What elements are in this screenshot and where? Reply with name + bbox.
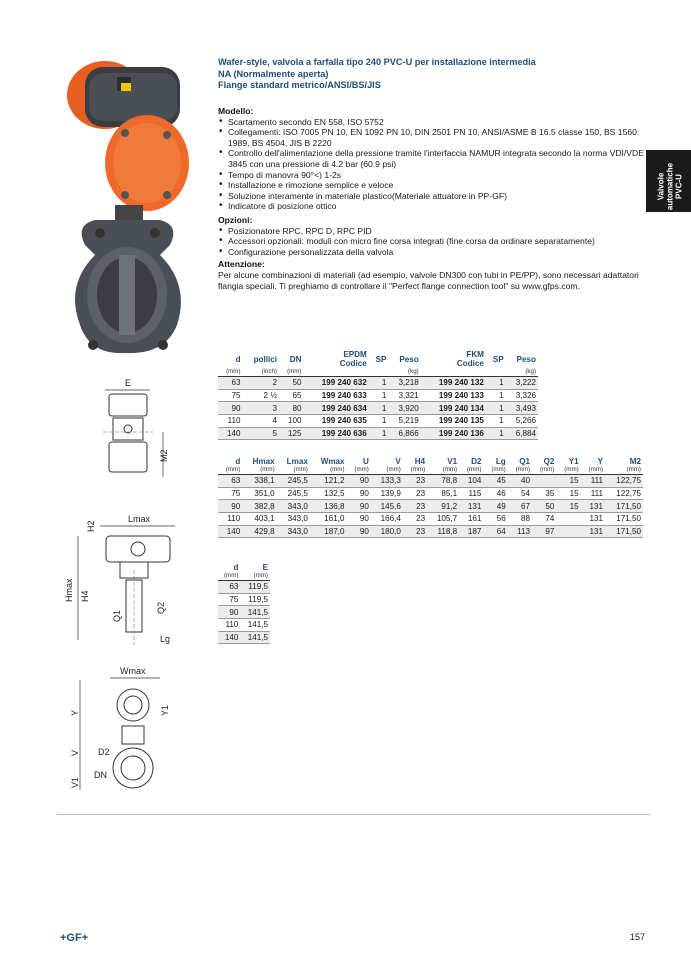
cell: 15 <box>556 475 580 488</box>
cell: 50 <box>532 500 556 513</box>
cell: 85,1 <box>427 487 459 500</box>
cell: 105,7 <box>427 513 459 526</box>
model-list <box>218 117 653 212</box>
cell: 351,0 <box>242 487 276 500</box>
table2-header: V <box>395 457 401 466</box>
cell: 88 <box>508 513 532 526</box>
cell-inch: 2 <box>243 377 279 390</box>
cell-d: 63 <box>218 377 243 390</box>
cell-sp: 1 <box>369 415 389 428</box>
cell-epdm-code: 199 240 634 <box>304 402 369 415</box>
cell: 187 <box>459 525 483 538</box>
cell: 15 <box>556 500 580 513</box>
model-item: • Collegamenti: ISO 7005 PN 10, EN 1092 PN 10, DIN 2501 PN 10, ANSI/ASME B 16.5 classe 150, BS 1560: 1989, BS 4504, JIS B 2220 <box>218 127 653 148</box>
cell-sp: 1 <box>486 389 506 402</box>
dimensions-table <box>218 457 643 538</box>
title-line-3: Flange standard metrico/ANSI/BS/JIS <box>218 80 381 90</box>
cell: 343,0 <box>277 513 310 526</box>
table2-header: Wmax <box>320 457 345 466</box>
cell: 131 <box>581 513 605 526</box>
cell: 90 <box>347 500 371 513</box>
table1-unit: (mm) <box>279 368 304 377</box>
cell: 56 <box>483 513 507 526</box>
cell: 23 <box>403 487 427 500</box>
cell-dn: 125 <box>279 427 304 440</box>
cell: 122,75 <box>605 487 643 500</box>
cell: 90 <box>347 475 371 488</box>
cell: 180,0 <box>371 525 403 538</box>
table2-unit: (mm) <box>581 466 605 475</box>
page-number: 157 <box>630 932 646 942</box>
cell: 35 <box>532 487 556 500</box>
label-m2: M2 <box>159 449 169 462</box>
cell-epdm-code: 199 240 636 <box>304 427 369 440</box>
cell: 118,8 <box>427 525 459 538</box>
cell: 338,1 <box>242 475 276 488</box>
cell: 63 <box>218 581 240 594</box>
cell: 110 <box>218 619 240 632</box>
cell: 171,50 <box>605 513 643 526</box>
label-q1: Q1 <box>112 609 122 622</box>
cell: 111 <box>581 487 605 500</box>
table1-unit: (mm) <box>218 368 243 377</box>
cell: 78,8 <box>427 475 459 488</box>
table1-header: d <box>235 354 241 364</box>
cell: 67 <box>508 500 532 513</box>
cell: 91,2 <box>427 500 459 513</box>
cell: 111 <box>581 475 605 488</box>
cell-d: 90 <box>218 402 243 415</box>
table1-header-row <box>218 350 538 368</box>
cell: 97 <box>532 525 556 538</box>
table2-header: Hmax <box>252 457 275 466</box>
side-tab-line-1: Valvole <box>656 172 666 201</box>
cell-sp: 1 <box>369 427 389 440</box>
side-tab-line-2: automatiche <box>665 162 675 211</box>
cell-weight: 3,218 <box>388 377 420 390</box>
cell: 171,50 <box>605 525 643 538</box>
table1-unit <box>486 368 506 377</box>
table2-header: U <box>362 457 369 466</box>
cell-weight: 6,884 <box>506 427 538 440</box>
valve-product-image <box>55 55 190 360</box>
model-item: • Soluzione interamente in materiale plastico(Materiale attuatore in PP-GF) <box>218 191 653 202</box>
cell-sp: 1 <box>369 389 389 402</box>
label-lmax: Lmax <box>128 514 151 524</box>
table-row <box>218 415 538 428</box>
cell-dn: 80 <box>279 402 304 415</box>
attention-heading: Attenzione: <box>218 259 265 270</box>
table2-header: Y <box>597 457 603 466</box>
table1-unit: (inch) <box>243 368 279 377</box>
table-row <box>218 377 538 390</box>
cell-inch: 2 ½ <box>243 389 279 402</box>
label-h2: H2 <box>86 520 96 532</box>
table2-unit: (mm) <box>459 466 483 475</box>
table2-unit: (mm) <box>403 466 427 475</box>
cell-inch: 4 <box>243 415 279 428</box>
table2-unit: (mm) <box>605 466 643 475</box>
table2-header: D2 <box>471 457 482 466</box>
cell-inch: 5 <box>243 427 279 440</box>
table-row <box>218 631 270 644</box>
e-dimension-table <box>218 563 270 644</box>
cell: 119,5 <box>240 581 270 594</box>
table1-header: SP <box>492 354 504 364</box>
table2-unit: (mm) <box>532 466 556 475</box>
cell: 131 <box>459 500 483 513</box>
table2-unit: (mm) <box>556 466 580 475</box>
table2-header: Y1 <box>568 457 579 466</box>
cell: 104 <box>459 475 483 488</box>
document-title <box>218 57 648 92</box>
table1-header: Peso <box>516 354 536 364</box>
cell: 54 <box>508 487 532 500</box>
options-item: • Posizionatore RPC, RPC D, RPC PID <box>218 226 653 237</box>
model-item: • Controllo dell'alimentazione della pressione tramite l'interfaccia NAMUR integrata secondo la norma VDI/VDE 3845 con una pressione di 4.2 bar (60.9 psi) <box>218 148 653 169</box>
cell-sp: 1 <box>486 415 506 428</box>
table2-unit: (mm) <box>371 466 403 475</box>
table2-header: Lmax <box>286 457 308 466</box>
cell-dn: 65 <box>279 389 304 402</box>
table1-header: FKM Codice <box>456 350 484 368</box>
cell-weight: 3,326 <box>506 389 538 402</box>
cell: 132,5 <box>310 487 347 500</box>
table-row <box>218 606 270 619</box>
table-row <box>218 500 643 513</box>
cell: 139,9 <box>371 487 403 500</box>
table1-header: EPDM Codice <box>339 350 367 368</box>
cell: 45 <box>483 475 507 488</box>
table2-unit: (mm) <box>310 466 347 475</box>
table-row <box>218 487 643 500</box>
title-line-1: Wafer-style, valvola a farfalla tipo 240 PVC-U per installazione intermedia <box>218 57 536 67</box>
cell-inch: 3 <box>243 402 279 415</box>
cell: 140 <box>218 525 242 538</box>
label-d2: D2 <box>98 747 110 757</box>
cell: 23 <box>403 500 427 513</box>
table1-header: pollici <box>253 354 277 364</box>
cell: 90 <box>347 525 371 538</box>
cell: 115 <box>459 487 483 500</box>
model-section <box>218 106 653 291</box>
table-row <box>218 475 643 488</box>
cell-sp: 1 <box>486 377 506 390</box>
label-dn: DN <box>94 770 107 780</box>
table1-unit <box>421 368 486 377</box>
table-row <box>218 427 538 440</box>
cell: 23 <box>403 475 427 488</box>
cell: 171,50 <box>605 500 643 513</box>
cell: 121,2 <box>310 475 347 488</box>
cell-sp: 1 <box>486 402 506 415</box>
cell: 245,5 <box>277 475 310 488</box>
table2-header: Q2 <box>543 457 555 466</box>
cell-dn: 100 <box>279 415 304 428</box>
label-e: E <box>125 378 132 388</box>
label-hmax: Hmax <box>64 578 74 602</box>
cell: 140 <box>218 631 240 644</box>
cell: 113 <box>508 525 532 538</box>
cell: 141,5 <box>240 619 270 632</box>
cell-sp: 1 <box>369 402 389 415</box>
table1-unit <box>304 368 369 377</box>
cell: 136,8 <box>310 500 347 513</box>
table-row <box>218 619 270 632</box>
cell: 166,4 <box>371 513 403 526</box>
cell: 90 <box>218 500 242 513</box>
cell-epdm-code: 199 240 633 <box>304 389 369 402</box>
cell: 245,5 <box>277 487 310 500</box>
cell: 75 <box>218 593 240 606</box>
cell: 343,0 <box>277 525 310 538</box>
table1-header: DN <box>289 354 302 364</box>
model-heading: Modello: <box>218 106 254 116</box>
table1-units-row <box>218 368 538 377</box>
cell: 46 <box>483 487 507 500</box>
table-row <box>218 402 538 415</box>
cell: 131 <box>581 525 605 538</box>
cell: 23 <box>403 525 427 538</box>
cell: 23 <box>403 513 427 526</box>
table2-unit: (mm) <box>427 466 459 475</box>
cell: 429,8 <box>242 525 276 538</box>
cell <box>556 513 580 526</box>
gf-logo: +GF+ <box>60 932 89 944</box>
cell-fkm-code: 199 240 135 <box>421 415 486 428</box>
cell-weight: 5,219 <box>388 415 420 428</box>
label-v: V <box>70 749 80 756</box>
table3-header: E <box>262 563 268 572</box>
cell: 119,5 <box>240 593 270 606</box>
table2-units-row <box>218 466 643 475</box>
table-row <box>218 389 538 402</box>
table2-header-row <box>218 457 643 466</box>
table-row <box>218 581 270 594</box>
table2-unit: (mm) <box>218 466 242 475</box>
drawing-front-view <box>95 372 185 492</box>
cell-sp: 1 <box>486 427 506 440</box>
cell: 64 <box>483 525 507 538</box>
cell-weight: 3,222 <box>506 377 538 390</box>
label-q2: Q2 <box>156 601 166 614</box>
cell: 131 <box>581 500 605 513</box>
table2-header: V1 <box>447 457 458 466</box>
label-wmax: Wmax <box>120 666 146 676</box>
drawing-top-view <box>60 660 180 800</box>
table1-header: Peso <box>399 354 419 364</box>
options-heading: Opzioni: <box>218 214 253 225</box>
table-row <box>218 593 270 606</box>
table-row <box>218 513 643 526</box>
table2-unit: (mm) <box>483 466 507 475</box>
cell-d: 75 <box>218 389 243 402</box>
cell <box>532 475 556 488</box>
table-row <box>218 525 643 538</box>
cell-d: 110 <box>218 415 243 428</box>
cell: 187,0 <box>310 525 347 538</box>
cell: 40 <box>508 475 532 488</box>
table3-units-row <box>218 572 270 581</box>
model-item: • Installazione e rimozione semplice e veloce <box>218 180 653 191</box>
options-item: • Configurazione personalizzata della valvola <box>218 247 653 258</box>
table3-header: d <box>233 563 239 572</box>
table2-unit: (mm) <box>277 466 310 475</box>
table3-unit: (mm) <box>240 572 270 581</box>
cell: 63 <box>218 475 242 488</box>
label-lg: Lg <box>160 634 171 644</box>
table2-header: Lg <box>495 457 506 466</box>
title-line-2: NA (Normalmente aperta) <box>218 68 329 79</box>
cell: 90 <box>347 487 371 500</box>
table1-unit: (kg) <box>506 368 538 377</box>
table2-unit: (mm) <box>242 466 276 475</box>
attention-text: Per alcune combinazioni di materiali (ad esempio, valvole DN300 con tubi in PE/PP), sono necessari adattatori flangia speciali. Ti preghiamo di controllare il "Perfect flange connection tool" su www.gfps.com. <box>218 269 639 291</box>
cell-fkm-code: 199 240 132 <box>421 377 486 390</box>
label-h4: H4 <box>80 590 90 602</box>
label-y: Y <box>70 709 80 716</box>
table3-unit: (mm) <box>218 572 240 581</box>
cell-fkm-code: 199 240 136 <box>421 427 486 440</box>
cell-dn: 50 <box>279 377 304 390</box>
cell: 90 <box>218 606 240 619</box>
cell-d: 140 <box>218 427 243 440</box>
label-y1: Y1 <box>160 704 170 716</box>
cell: 161 <box>459 513 483 526</box>
options-list <box>218 226 653 258</box>
cell: 141,5 <box>240 606 270 619</box>
cell: 90 <box>347 513 371 526</box>
label-v1: V1 <box>70 776 80 788</box>
cell-epdm-code: 199 240 632 <box>304 377 369 390</box>
cell-weight: 6,866 <box>388 427 420 440</box>
table3-header-row <box>218 563 270 572</box>
table2-header: H4 <box>414 457 426 466</box>
footer-divider <box>57 814 650 815</box>
cell-fkm-code: 199 240 134 <box>421 402 486 415</box>
cell: 122,75 <box>605 475 643 488</box>
table1-unit <box>369 368 389 377</box>
table2-unit: (mm) <box>508 466 532 475</box>
table1-unit: (kg) <box>388 368 420 377</box>
table2-header: d <box>235 457 241 466</box>
cell: 15 <box>556 487 580 500</box>
cell: 145,6 <box>371 500 403 513</box>
cell: 141,5 <box>240 631 270 644</box>
model-item: • Indicatore di posizione ottico <box>218 201 653 212</box>
cell: 110 <box>218 513 242 526</box>
cell-epdm-code: 199 240 635 <box>304 415 369 428</box>
side-tab-line-3: PVC-U <box>674 174 684 199</box>
table2-header: M2 <box>629 457 641 466</box>
table1-header: SP <box>375 354 387 364</box>
cell-fkm-code: 199 240 133 <box>421 389 486 402</box>
cell: 75 <box>218 487 242 500</box>
cell: 403,1 <box>242 513 276 526</box>
cell-weight: 3,493 <box>506 402 538 415</box>
table2-header: Q1 <box>519 457 531 466</box>
cell: 343,0 <box>277 500 310 513</box>
drawing-side-view <box>60 510 185 655</box>
model-item: • Tempo di manovra 90°<) 1-2s <box>218 170 653 181</box>
cell: 133,3 <box>371 475 403 488</box>
options-item: • Accessori opzionali: moduli con micro fine corsa integrati (fine corsa da ordinare separatamente) <box>218 236 653 247</box>
cell: 74 <box>532 513 556 526</box>
table2-unit: (mm) <box>347 466 371 475</box>
cell: 161,0 <box>310 513 347 526</box>
cell: 382,8 <box>242 500 276 513</box>
cell-weight: 3,321 <box>388 389 420 402</box>
cell-weight: 5,266 <box>506 415 538 428</box>
cell: 49 <box>483 500 507 513</box>
model-item: • Scartamento secondo EN 558, ISO 5752 <box>218 117 653 128</box>
cell <box>556 525 580 538</box>
cell-weight: 3,920 <box>388 402 420 415</box>
cell-sp: 1 <box>369 377 389 390</box>
order-codes-table <box>218 350 538 440</box>
